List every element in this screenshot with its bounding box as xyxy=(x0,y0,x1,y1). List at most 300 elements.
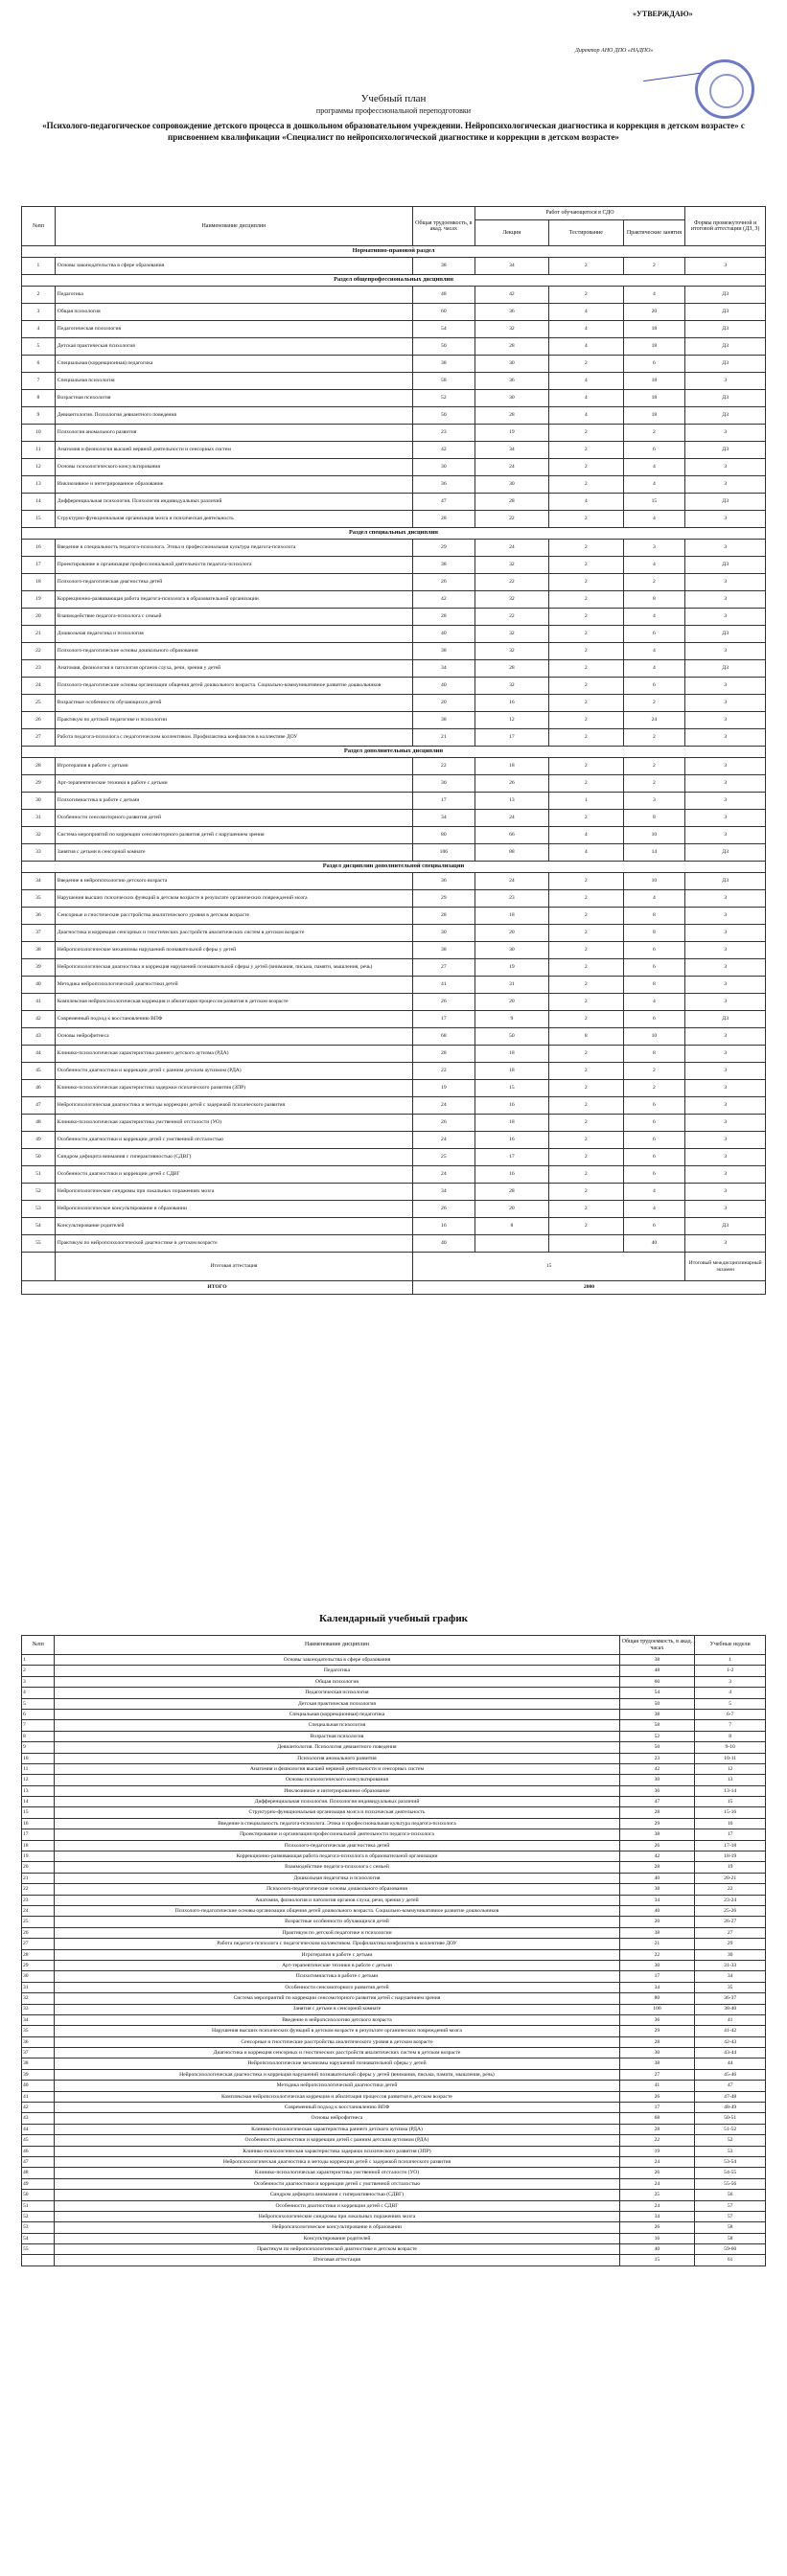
cell-form: З xyxy=(685,1080,766,1097)
total-hours: 2000 xyxy=(412,1281,765,1295)
cell-lectures: 30 xyxy=(475,476,548,494)
cell-name: Психология аномального развития xyxy=(55,425,412,442)
table-row xyxy=(22,1753,766,1763)
cell-practice: 4 xyxy=(623,994,685,1011)
table-row xyxy=(22,2058,766,2069)
cell-testing: 4 xyxy=(549,338,624,356)
cal-cell-total: 26 xyxy=(619,2222,695,2233)
cal-cell-weeks: 27 xyxy=(695,1927,766,1938)
cell-testing: 2 xyxy=(549,994,624,1011)
table-row xyxy=(22,1115,766,1132)
cell-lectures: 18 xyxy=(475,758,548,775)
cell-total: 54 xyxy=(412,321,475,338)
cal-cell-num: 17 xyxy=(22,1829,55,1840)
cell-practice: 6 xyxy=(623,1115,685,1132)
cell-lectures: 32 xyxy=(475,678,548,695)
cell-practice: 18 xyxy=(623,321,685,338)
cal-cell-num: 40 xyxy=(22,2081,55,2091)
cal-cell-name: Нейропсихологические механизмы нарушений познавательной сферы у детей xyxy=(55,2058,619,2069)
cal-cell-total: 24 xyxy=(619,2178,695,2189)
cal-cell-num: 2 xyxy=(22,1666,55,1676)
cell-form: ДЗ xyxy=(685,287,766,304)
cell-form: З xyxy=(685,695,766,712)
cell-total: 58 xyxy=(412,373,475,390)
cal-cell-weeks: 26-27 xyxy=(695,1917,766,1927)
cal-cell-name: Итоговая аттестация xyxy=(55,2255,619,2266)
cell-form: З xyxy=(685,609,766,626)
cell-total: 68 xyxy=(412,1028,475,1046)
cell-form: З xyxy=(685,1132,766,1149)
cell-form: ДЗ xyxy=(685,407,766,425)
cell-name: Практикум по нейропсихологической диагностике в детском возрасте xyxy=(55,1235,412,1253)
cell-name: Практикум по детской педагогике и психологии xyxy=(55,712,412,729)
cell-num: 38 xyxy=(22,942,56,959)
cal-cell-total: 30 xyxy=(619,1960,695,1970)
cell-num: 53 xyxy=(22,1201,56,1218)
cell-lectures: 24 xyxy=(475,873,548,890)
cell-testing: 2 xyxy=(549,1046,624,1063)
cell-form: ДЗ xyxy=(685,557,766,574)
cell-lectures: 24 xyxy=(475,540,548,557)
cell-total: 38 xyxy=(412,712,475,729)
table-row xyxy=(22,2124,766,2134)
cell-num: 4 xyxy=(22,321,56,338)
cal-cell-num: 31 xyxy=(22,1982,55,1992)
cell-num: 7 xyxy=(22,373,56,390)
table-row xyxy=(22,1666,766,1676)
cal-cell-total: 54 xyxy=(619,1688,695,1698)
cell-total: 27 xyxy=(412,959,475,977)
final-hours: 15 xyxy=(412,1253,684,1281)
cal-cell-name: Дошкольная педагогика и психология xyxy=(55,1873,619,1883)
cell-lectures: 32 xyxy=(475,557,548,574)
cell-lectures: 24 xyxy=(475,810,548,827)
cal-cell-num: 22 xyxy=(22,1884,55,1895)
cell-total: 40 xyxy=(412,626,475,643)
cell-practice: 6 xyxy=(623,1218,685,1235)
table-row xyxy=(22,758,766,775)
cal-cell-weeks: 8 xyxy=(695,1731,766,1741)
cell-name: Особенности сенсомоторного развития детей xyxy=(55,810,412,827)
cal-cell-total: 68 xyxy=(619,2113,695,2124)
cell-form: З xyxy=(685,959,766,977)
cell-total: 50 xyxy=(412,338,475,356)
cell-name: Консультирование родителей xyxy=(55,1218,412,1235)
cal-cell-total: 24 xyxy=(619,2156,695,2167)
cell-name: Нарушения высших психических функций в детском возрасте в результате органических повреждений мозга xyxy=(55,890,412,908)
cell-name: Сенсорные и гностические расстройства аналитического уровня в детском возрасте xyxy=(55,908,412,925)
table-row xyxy=(22,2091,766,2102)
cal-cell-total: 80 xyxy=(619,1993,695,2004)
cell-num: 21 xyxy=(22,626,56,643)
cell-lectures: 18 xyxy=(475,1046,548,1063)
cal-cell-total: 47 xyxy=(619,1797,695,1807)
cal-cell-num: 28 xyxy=(22,1949,55,1960)
cell-total: 34 xyxy=(412,1184,475,1201)
cell-form: З xyxy=(685,1149,766,1166)
cal-cell-total: 106 xyxy=(619,2004,695,2014)
cell-name: Особенности диагностики и коррекции детей с ранним детским аутизмом (РДА) xyxy=(55,1063,412,1080)
table-row xyxy=(22,712,766,729)
cal-cell-weeks: 13-14 xyxy=(695,1785,766,1796)
cell-practice: 6 xyxy=(623,1149,685,1166)
cell-testing: 4 xyxy=(549,827,624,844)
cell-form: З xyxy=(685,908,766,925)
total-row xyxy=(22,1281,766,1295)
col-sdo: Работ обучающегося в СДО xyxy=(475,207,685,220)
cell-num: 41 xyxy=(22,994,56,1011)
table-row xyxy=(22,1840,766,1851)
table-row xyxy=(22,591,766,609)
cell-practice: 18 xyxy=(623,390,685,407)
cell-name: Психолого-педагогическая диагностика детей xyxy=(55,574,412,591)
table-row xyxy=(22,1166,766,1184)
col-testing: Тестирование xyxy=(549,220,624,246)
cell-lectures: 18 xyxy=(475,1063,548,1080)
cell-testing: 8 xyxy=(549,1028,624,1046)
cell-num: 50 xyxy=(22,1149,56,1166)
cal-cell-num: 41 xyxy=(22,2091,55,2102)
cell-lectures: 19 xyxy=(475,959,548,977)
cell-testing: 1 xyxy=(549,793,624,810)
cal-cell-name: Практикум по нейропсихологической диагностике в детском возрасте xyxy=(55,2244,619,2255)
cell-testing: 2 xyxy=(549,678,624,695)
cell-practice: 4 xyxy=(623,287,685,304)
cell-testing: 2 xyxy=(549,1218,624,1235)
cell-practice: 2 xyxy=(623,695,685,712)
cell-total: 21 xyxy=(412,729,475,747)
cal-cell-name: Нейропсихологическая диагностика и методы коррекции детей с задержкой психического развития xyxy=(55,2156,619,2167)
table-row xyxy=(22,1982,766,1992)
cal-cell-num: 38 xyxy=(22,2058,55,2069)
cal-cell-weeks: 29 xyxy=(695,1939,766,1949)
cell-lectures: 22 xyxy=(475,574,548,591)
cell-practice: 4 xyxy=(623,459,685,476)
table-row xyxy=(22,338,766,356)
cell-practice: 10 xyxy=(623,873,685,890)
cell-name: Методика нейропсихологической диагностики детей xyxy=(55,977,412,994)
cal-cell-num: 25 xyxy=(22,1917,55,1927)
cal-cell-total: 20 xyxy=(619,1917,695,1927)
cell-total: 30 xyxy=(412,459,475,476)
cell-num: 26 xyxy=(22,712,56,729)
cal-cell-name: Девиантология. Психология девиантного поведения xyxy=(55,1742,619,1753)
cal-cell-num: 1 xyxy=(22,1655,55,1666)
cal-cell-total: 21 xyxy=(619,1939,695,1949)
curriculum-table xyxy=(21,206,766,1295)
table-row xyxy=(22,2103,766,2113)
cell-num: 19 xyxy=(22,591,56,609)
cell-lectures: 20 xyxy=(475,994,548,1011)
table-row xyxy=(22,2244,766,2255)
table-row xyxy=(22,1742,766,1753)
table-row xyxy=(22,810,766,827)
cal-cell-weeks: 61 xyxy=(695,2255,766,2266)
cell-name: Проектирование и организация профессиональной деятельности педагога-психолога xyxy=(55,557,412,574)
cell-num: 12 xyxy=(22,459,56,476)
cal-cell-num: 47 xyxy=(22,2156,55,2167)
cell-form: З xyxy=(685,712,766,729)
cell-testing: 2 xyxy=(549,626,624,643)
cell-num: 42 xyxy=(22,1011,56,1028)
page-title: Учебный план xyxy=(360,93,427,104)
cell-num: 29 xyxy=(22,775,56,793)
cell-total: 52 xyxy=(412,390,475,407)
table-row xyxy=(22,1046,766,1063)
cell-form: З xyxy=(685,729,766,747)
cal-cell-name: Сенсорные и гностические расстройства аналитического уровня в детском возрасте xyxy=(55,2036,619,2047)
cell-testing: 4 xyxy=(549,321,624,338)
cell-total: 23 xyxy=(412,425,475,442)
cell-practice: 15 xyxy=(623,494,685,511)
cell-lectures: 13 xyxy=(475,793,548,810)
cal-cell-weeks: 45-46 xyxy=(695,2069,766,2080)
table-row xyxy=(22,1939,766,1949)
cal-cell-name: Нейропсихологическое консультирование в образовании xyxy=(55,2222,619,2233)
table-row xyxy=(22,1011,766,1028)
table-row xyxy=(22,540,766,557)
cell-total: 34 xyxy=(412,810,475,827)
cell-form: З xyxy=(685,1201,766,1218)
cell-practice: 10 xyxy=(623,1028,685,1046)
cal-cell-num: 53 xyxy=(22,2222,55,2233)
cell-testing: 2 xyxy=(549,695,624,712)
cell-lectures: 19 xyxy=(475,425,548,442)
table-row xyxy=(22,1097,766,1115)
cal-cell-weeks: 43-44 xyxy=(695,2048,766,2058)
cell-practice: 2 xyxy=(623,729,685,747)
cal-cell-num: 12 xyxy=(22,1775,55,1785)
table-row xyxy=(22,2004,766,2014)
cal-cell-num: 7 xyxy=(22,1720,55,1731)
cal-cell-total: 28 xyxy=(619,1807,695,1818)
cell-form: ДЗ xyxy=(685,844,766,862)
cell-num: 39 xyxy=(22,959,56,977)
cell-form: ДЗ xyxy=(685,304,766,321)
cal-cell-weeks: 3 xyxy=(695,1676,766,1687)
cell-num: 47 xyxy=(22,1097,56,1115)
table-row xyxy=(22,1895,766,1905)
table-row xyxy=(22,1917,766,1927)
cell-form: ДЗ xyxy=(685,442,766,459)
cell-name: Клинико-психологическая характеристика задержки психического развития (ЗПР) xyxy=(55,1080,412,1097)
cell-testing: 2 xyxy=(549,729,624,747)
cal-cell-total: 38 xyxy=(619,1884,695,1895)
cell-name: Диагностика и коррекция сенсорных и гностических расстройств аналитических систем в детском возрасте xyxy=(55,925,412,942)
cell-lectures: 16 xyxy=(475,1166,548,1184)
cell-lectures: 34 xyxy=(475,258,548,275)
cal-cell-weeks: 47 xyxy=(695,2081,766,2091)
director-line: Директор АНО ДПО «НАДПО» xyxy=(575,48,654,54)
table-row xyxy=(22,1080,766,1097)
cell-num: 33 xyxy=(22,844,56,862)
cell-name: Современный подход к восстановлению ВПФ xyxy=(55,1011,412,1028)
table-row xyxy=(22,609,766,626)
table-row xyxy=(22,1862,766,1873)
cell-lectures: 12 xyxy=(475,712,548,729)
cal-cell-num: 33 xyxy=(22,2004,55,2014)
cell-name: Введение в специальность педагога-психолога. Этика и профессиональная культура педагога-психолога xyxy=(55,540,412,557)
cell-practice: 8 xyxy=(623,925,685,942)
cell-practice: 3 xyxy=(623,540,685,557)
cell-form: З xyxy=(685,476,766,494)
cal-cell-weeks: 55-56 xyxy=(695,2178,766,2189)
cell-name: Занятия с детьми в сенсорной комнате xyxy=(55,844,412,862)
cal-cell-num: 15 xyxy=(22,1807,55,1818)
cell-total: 40 xyxy=(412,678,475,695)
cal-cell-num: 37 xyxy=(22,2048,55,2058)
cal-cell-num: 10 xyxy=(22,1753,55,1763)
cell-form: ДЗ xyxy=(685,390,766,407)
cell-form: ДЗ xyxy=(685,626,766,643)
cal-cell-name: Структурно-функциональная организация мозга и психическая деятельность xyxy=(55,1807,619,1818)
cal-cell-num: 18 xyxy=(22,1840,55,1851)
table-row xyxy=(22,2211,766,2221)
cell-practice: 6 xyxy=(623,626,685,643)
table-row xyxy=(22,942,766,959)
cal-cell-weeks: 35 xyxy=(695,1982,766,1992)
table-row xyxy=(22,258,766,275)
cal-cell-total: 27 xyxy=(619,2069,695,2080)
cal-cell-name: Взаимодействие педагога-психолога с семьей xyxy=(55,1862,619,1873)
cal-cell-total: 38 xyxy=(619,1829,695,1840)
cell-lectures: 66 xyxy=(475,827,548,844)
table-row xyxy=(22,1720,766,1731)
cell-practice: 2 xyxy=(623,775,685,793)
cell-form: З xyxy=(685,425,766,442)
table-row xyxy=(22,2255,766,2266)
cal-cell-num: 5 xyxy=(22,1698,55,1709)
cal-cell-total: 22 xyxy=(619,1949,695,1960)
cal-cell-weeks: 17-18 xyxy=(695,1840,766,1851)
cal-cell-name: Современный подход к восстановлению ВПФ xyxy=(55,2103,619,2113)
cell-name: Нейропсихологическая диагностика и коррекция нарушений познавательной сферы у детей (внимания, письма, памяти, мышления, речь) xyxy=(55,959,412,977)
cell-testing: 2 xyxy=(549,660,624,678)
cell-practice: 14 xyxy=(623,844,685,862)
cal-cell-weeks: 20-21 xyxy=(695,1873,766,1883)
cell-testing: 4 xyxy=(549,304,624,321)
cell-lectures: 16 xyxy=(475,695,548,712)
table-row xyxy=(22,1829,766,1840)
cell-total: 34 xyxy=(412,660,475,678)
cell-total: 28 xyxy=(412,1046,475,1063)
cal-cell-weeks: 41-42 xyxy=(695,2026,766,2036)
cell-num: 8 xyxy=(22,390,56,407)
cell-num: 44 xyxy=(22,1046,56,1063)
page-subtitle: программы профессиональной переподготовки xyxy=(315,106,472,115)
section-header xyxy=(22,862,766,873)
cell-practice: 6 xyxy=(623,1011,685,1028)
cal-cell-name: Детская практическая психология xyxy=(55,1698,619,1709)
cell-num: 51 xyxy=(22,1166,56,1184)
cell-num: 14 xyxy=(22,494,56,511)
cell-testing xyxy=(549,1235,624,1253)
cal-cell-weeks: 44 xyxy=(695,2058,766,2069)
cell-num: 24 xyxy=(22,678,56,695)
cell-practice: 18 xyxy=(623,338,685,356)
cell-lectures: 30 xyxy=(475,390,548,407)
table-row xyxy=(22,2135,766,2146)
cell-name: Возрастная психология xyxy=(55,390,412,407)
cell-name: Дошкольная педагогика и психология xyxy=(55,626,412,643)
cell-practice: 6 xyxy=(623,356,685,373)
table-row xyxy=(22,827,766,844)
cell-name: Анатомия, физиология и патология органов слуха, речи, зрения у детей xyxy=(55,660,412,678)
table-row xyxy=(22,1949,766,1960)
table-row xyxy=(22,643,766,660)
cal-cell-total: 17 xyxy=(619,1971,695,1982)
cell-lectures: 32 xyxy=(475,643,548,660)
cell-testing: 2 xyxy=(549,287,624,304)
col-practice: Практические занятия xyxy=(623,220,685,246)
cell-total: 50 xyxy=(412,407,475,425)
table-row xyxy=(22,678,766,695)
cell-num: 34 xyxy=(22,873,56,890)
cell-practice: 2 xyxy=(623,1063,685,1080)
table-row xyxy=(22,1960,766,1970)
cell-total: 30 xyxy=(412,775,475,793)
cal-cell-num: 54 xyxy=(22,2233,55,2243)
cell-practice: 24 xyxy=(623,712,685,729)
cell-lectures: 28 xyxy=(475,660,548,678)
section-header xyxy=(22,246,766,258)
cell-num: 10 xyxy=(22,425,56,442)
cell-lectures: 16 xyxy=(475,1132,548,1149)
cal-cell-total: 19 xyxy=(619,2146,695,2156)
cell-name: Особенности диагностики и коррекции детей с умственной отсталостью xyxy=(55,1132,412,1149)
cell-testing: 2 xyxy=(549,511,624,528)
cell-total: 24 xyxy=(412,1097,475,1115)
section-title: Раздел специальных дисциплин xyxy=(22,528,766,540)
cal-cell-weeks: 1-2 xyxy=(695,1666,766,1676)
table-row xyxy=(22,844,766,862)
table-row xyxy=(22,977,766,994)
cell-num: 23 xyxy=(22,660,56,678)
cell-practice: 18 xyxy=(623,373,685,390)
cell-name: Коррекционно-развивающая работа педагога-психолога в образовательной организации xyxy=(55,591,412,609)
cal-cell-name: Игротерапия в работе с детьми xyxy=(55,1949,619,1960)
cell-num: 2 xyxy=(22,287,56,304)
cell-lectures: 32 xyxy=(475,321,548,338)
table-row xyxy=(22,1688,766,1698)
cell-name: Детская практическая психология xyxy=(55,338,412,356)
cal-cell-num: 9 xyxy=(22,1742,55,1753)
cal-cell-name: Нарушения высших психических функций в детском возрасте в результате органических повреждений мозга xyxy=(55,2026,619,2036)
cell-lectures: 32 xyxy=(475,626,548,643)
table-row xyxy=(22,304,766,321)
cell-num: 52 xyxy=(22,1184,56,1201)
table-row xyxy=(22,1676,766,1687)
table-row xyxy=(22,1763,766,1774)
cal-cell-name: Педагогическая психология xyxy=(55,1688,619,1698)
cal-cell-total: 38 xyxy=(619,1927,695,1938)
cell-practice: 4 xyxy=(623,511,685,528)
cell-total: 26 xyxy=(412,994,475,1011)
cell-name: Основы нейрофитнеса xyxy=(55,1028,412,1046)
table-row xyxy=(22,775,766,793)
cell-testing: 2 xyxy=(549,1063,624,1080)
cell-lectures: 42 xyxy=(475,287,548,304)
cell-lectures: 22 xyxy=(475,511,548,528)
cell-num: 36 xyxy=(22,908,56,925)
cell-practice: 2 xyxy=(623,425,685,442)
cal-cell-total: 38 xyxy=(619,2058,695,2069)
cal-cell-weeks: 25-26 xyxy=(695,1905,766,1916)
table-row xyxy=(22,1993,766,2004)
cal-col-name: Наименование дисциплин xyxy=(55,1636,619,1655)
cell-name: Работа педагога-психолога с педагогическим коллективом. Профилактика конфликтов в коллективе ДОУ xyxy=(55,729,412,747)
table-row xyxy=(22,511,766,528)
